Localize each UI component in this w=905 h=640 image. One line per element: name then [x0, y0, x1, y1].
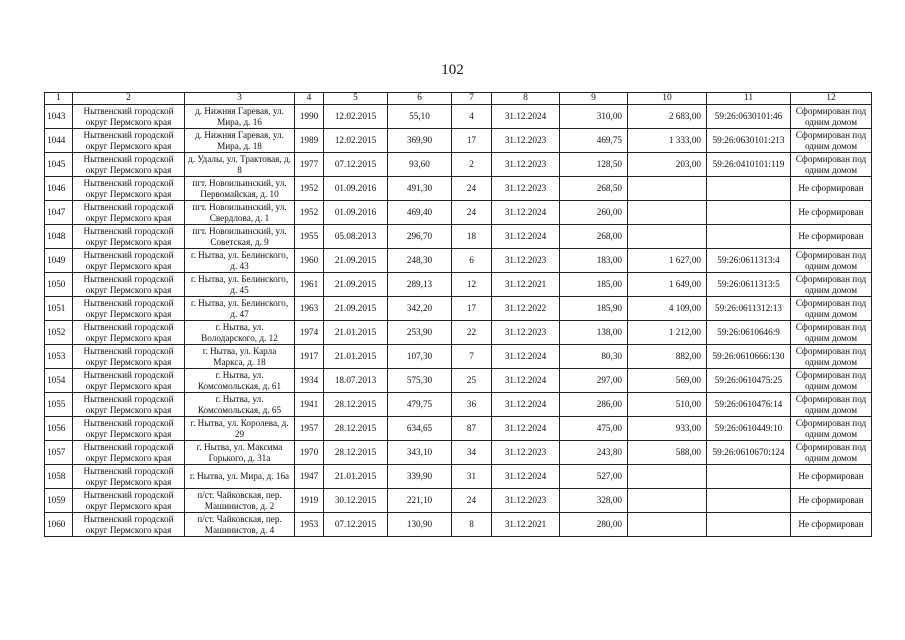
- cell-area: 491,30: [388, 177, 452, 201]
- cell-residents: 2: [452, 153, 492, 177]
- cell-date: 07.12.2015: [324, 513, 388, 537]
- cell-build-year: 1941: [295, 393, 324, 417]
- cell-land-status: Сформирован под одним домом: [791, 369, 872, 393]
- cell-row-number: 1047: [45, 201, 73, 225]
- cell-municipality: Нытвенский городской округ Пермского края: [73, 489, 185, 513]
- cell-row-number: 1059: [45, 489, 73, 513]
- cell-cadastral-number: 59:26:0611313:5: [707, 273, 791, 297]
- cell-deadline: 31.12.2024: [492, 345, 560, 369]
- cell-land-area: 510,00: [628, 393, 707, 417]
- cell-build-year: 1952: [295, 201, 324, 225]
- cell-area: 369,90: [388, 129, 452, 153]
- cell-land-area: [628, 225, 707, 249]
- column-header: 5: [324, 93, 388, 105]
- cell-build-year: 1957: [295, 417, 324, 441]
- cell-area: 342,20: [388, 297, 452, 321]
- cell-residents: 34: [452, 441, 492, 465]
- table-row: [45, 393, 872, 417]
- cell-build-year: 1917: [295, 345, 324, 369]
- cell-area: 289,13: [388, 273, 452, 297]
- table-row: [45, 249, 872, 273]
- cell-row-number: 1055: [45, 393, 73, 417]
- cell-residents: 8: [452, 513, 492, 537]
- cell-land-area: 2 683,00: [628, 105, 707, 129]
- cell-deadline: 31.12.2023: [492, 177, 560, 201]
- cell-deadline: 31.12.2023: [492, 441, 560, 465]
- cell-address: пгт. Новоильинский, ул. Первомайская, д. 10: [185, 177, 295, 201]
- cell-address: п/ст. Чайковская, пер. Машинистов, д. 4: [185, 513, 295, 537]
- cell-land-status: Не сформирован: [791, 225, 872, 249]
- cell-deadline: 31.12.2021: [492, 513, 560, 537]
- cell-area: 469,40: [388, 201, 452, 225]
- cell-land-status: Не сформирован: [791, 465, 872, 489]
- cell-cadastral-number: [707, 225, 791, 249]
- cell-area: 107,30: [388, 345, 452, 369]
- column-header: 3: [185, 93, 295, 105]
- cell-municipality: Нытвенский городской округ Пермского края: [73, 441, 185, 465]
- cell-deadline: 31.12.2024: [492, 369, 560, 393]
- cell-date: 18.07.2013: [324, 369, 388, 393]
- cell-build-year: 1990: [295, 105, 324, 129]
- cell-address: г. Нытва, ул. Белинского, д. 43: [185, 249, 295, 273]
- cell-municipality: Нытвенский городской округ Пермского края: [73, 345, 185, 369]
- table-row: [45, 105, 872, 129]
- cell-date: 12.02.2015: [324, 129, 388, 153]
- cell-planned-area: 128,50: [560, 153, 628, 177]
- cell-date: 21.01.2015: [324, 345, 388, 369]
- cell-land-status: Сформирован под одним домом: [791, 417, 872, 441]
- cell-land-area: 1 212,00: [628, 321, 707, 345]
- cell-deadline: 31.12.2023: [492, 153, 560, 177]
- table-row: [45, 513, 872, 537]
- cell-land-status: Сформирован под одним домом: [791, 345, 872, 369]
- cell-residents: 24: [452, 489, 492, 513]
- cell-area: 248,30: [388, 249, 452, 273]
- cell-land-status: Не сформирован: [791, 177, 872, 201]
- table-row: [45, 489, 872, 513]
- cell-area: 130,90: [388, 513, 452, 537]
- cell-planned-area: 268,00: [560, 225, 628, 249]
- cell-address: г. Нытва, ул. Мира, д. 16а: [185, 465, 295, 489]
- cell-land-area: [628, 489, 707, 513]
- cell-residents: 6: [452, 249, 492, 273]
- table-row: [45, 297, 872, 321]
- cell-municipality: Нытвенский городской округ Пермского края: [73, 129, 185, 153]
- cell-address: д. Нижняя Гаревая, ул. Мира, д. 18: [185, 129, 295, 153]
- cell-residents: 17: [452, 129, 492, 153]
- cell-deadline: 31.12.2023: [492, 129, 560, 153]
- cell-deadline: 31.12.2024: [492, 201, 560, 225]
- cell-land-area: 4 109,00: [628, 297, 707, 321]
- column-header: 6: [388, 93, 452, 105]
- cell-cadastral-number: 59:26:0610449:10: [707, 417, 791, 441]
- cell-planned-area: 80,30: [560, 345, 628, 369]
- cell-build-year: 1947: [295, 465, 324, 489]
- header-row: [45, 93, 872, 105]
- cell-row-number: 1045: [45, 153, 73, 177]
- cell-date: 21.09.2015: [324, 297, 388, 321]
- cell-address: г. Нытва, ул. Володарского, д. 12: [185, 321, 295, 345]
- cell-cadastral-number: 59:26:0610646:9: [707, 321, 791, 345]
- cell-build-year: 1963: [295, 297, 324, 321]
- cell-address: д. Нижняя Гаревая, ул. Мира, д. 16: [185, 105, 295, 129]
- cell-planned-area: 185,00: [560, 273, 628, 297]
- cell-row-number: 1054: [45, 369, 73, 393]
- cell-residents: 24: [452, 201, 492, 225]
- page-number: 102: [441, 62, 464, 78]
- table-row: [45, 129, 872, 153]
- cell-deadline: 31.12.2023: [492, 249, 560, 273]
- cell-row-number: 1044: [45, 129, 73, 153]
- cell-row-number: 1057: [45, 441, 73, 465]
- cell-municipality: Нытвенский городской округ Пермского края: [73, 153, 185, 177]
- cell-area: 479,75: [388, 393, 452, 417]
- cell-build-year: 1952: [295, 177, 324, 201]
- cell-build-year: 1974: [295, 321, 324, 345]
- cell-land-area: [628, 513, 707, 537]
- cell-area: 343,10: [388, 441, 452, 465]
- cell-residents: 12: [452, 273, 492, 297]
- cell-date: 30.12.2015: [324, 489, 388, 513]
- cell-residents: 25: [452, 369, 492, 393]
- cell-municipality: Нытвенский городской округ Пермского края: [73, 225, 185, 249]
- cell-date: 21.01.2015: [324, 321, 388, 345]
- cell-cadastral-number: [707, 513, 791, 537]
- cell-deadline: 31.12.2021: [492, 273, 560, 297]
- cell-row-number: 1048: [45, 225, 73, 249]
- cell-land-area: [628, 201, 707, 225]
- cell-date: 21.09.2015: [324, 273, 388, 297]
- cell-planned-area: 280,00: [560, 513, 628, 537]
- cell-row-number: 1049: [45, 249, 73, 273]
- cell-cadastral-number: [707, 465, 791, 489]
- table-row: [45, 321, 872, 345]
- cell-area: 575,30: [388, 369, 452, 393]
- cell-municipality: Нытвенский городской округ Пермского края: [73, 369, 185, 393]
- cell-residents: 31: [452, 465, 492, 489]
- cell-residents: 7: [452, 345, 492, 369]
- cell-date: 28.12.2015: [324, 417, 388, 441]
- cell-cadastral-number: 59:26:0630101:213: [707, 129, 791, 153]
- cell-deadline: 31.12.2023: [492, 321, 560, 345]
- column-header: 4: [295, 93, 324, 105]
- cell-build-year: 1970: [295, 441, 324, 465]
- cell-municipality: Нытвенский городской округ Пермского края: [73, 465, 185, 489]
- cell-land-status: Сформирован под одним домом: [791, 273, 872, 297]
- cell-land-status: Сформирован под одним домом: [791, 393, 872, 417]
- cell-build-year: 1955: [295, 225, 324, 249]
- cell-land-status: Не сформирован: [791, 513, 872, 537]
- cell-date: 01.09.2016: [324, 177, 388, 201]
- table-row: [45, 441, 872, 465]
- cell-municipality: Нытвенский городской округ Пермского края: [73, 249, 185, 273]
- cell-deadline: 31.12.2024: [492, 465, 560, 489]
- cell-date: 12.02.2015: [324, 105, 388, 129]
- cell-area: 253,90: [388, 321, 452, 345]
- cell-cadastral-number: [707, 177, 791, 201]
- cell-planned-area: 268,50: [560, 177, 628, 201]
- cell-land-area: [628, 177, 707, 201]
- column-header: 10: [628, 93, 707, 105]
- cell-cadastral-number: 59:26:0610475:25: [707, 369, 791, 393]
- cell-address: г. Нытва, ул. Королева, д. 29: [185, 417, 295, 441]
- cell-area: 634,65: [388, 417, 452, 441]
- cell-deadline: 31.12.2024: [492, 417, 560, 441]
- cell-planned-area: 260,00: [560, 201, 628, 225]
- table-row: [45, 345, 872, 369]
- cell-land-area: 1 649,00: [628, 273, 707, 297]
- table-row: [45, 273, 872, 297]
- cell-area: 339,90: [388, 465, 452, 489]
- cell-row-number: 1056: [45, 417, 73, 441]
- cell-planned-area: 527,00: [560, 465, 628, 489]
- cell-planned-area: 138,00: [560, 321, 628, 345]
- cell-land-area: 1 627,00: [628, 249, 707, 273]
- cell-area: 93,60: [388, 153, 452, 177]
- cell-land-area: 933,00: [628, 417, 707, 441]
- cell-date: 01.09.2016: [324, 201, 388, 225]
- table-row: [45, 177, 872, 201]
- column-header: 9: [560, 93, 628, 105]
- cell-land-area: 203,00: [628, 153, 707, 177]
- cell-planned-area: 475,00: [560, 417, 628, 441]
- cell-date: 28.12.2015: [324, 441, 388, 465]
- column-header: 11: [707, 93, 791, 105]
- cell-land-status: Сформирован под одним домом: [791, 249, 872, 273]
- cell-address: д. Удалы, ул. Трактовая, д. 8: [185, 153, 295, 177]
- cell-land-area: 569,00: [628, 369, 707, 393]
- cell-planned-area: 297,00: [560, 369, 628, 393]
- table-row: [45, 201, 872, 225]
- cell-address: п/ст. Чайковская, пер. Машинистов, д. 2: [185, 489, 295, 513]
- cell-build-year: 1960: [295, 249, 324, 273]
- cell-deadline: 31.12.2023: [492, 489, 560, 513]
- table-row: [45, 417, 872, 441]
- table-row: [45, 153, 872, 177]
- cell-row-number: 1043: [45, 105, 73, 129]
- cell-build-year: 1953: [295, 513, 324, 537]
- cell-address: г. Нытва, ул. Белинского, д. 47: [185, 297, 295, 321]
- cell-land-status: Сформирован под одним домом: [791, 297, 872, 321]
- cell-address: пгт. Новоильинский, ул. Свердлова, д. 1: [185, 201, 295, 225]
- cell-residents: 17: [452, 297, 492, 321]
- cell-deadline: 31.12.2024: [492, 105, 560, 129]
- cell-planned-area: 243,80: [560, 441, 628, 465]
- cell-land-status: Не сформирован: [791, 201, 872, 225]
- cell-row-number: 1050: [45, 273, 73, 297]
- column-header: 8: [492, 93, 560, 105]
- column-header: 7: [452, 93, 492, 105]
- cell-deadline: 31.12.2024: [492, 225, 560, 249]
- cell-address: г. Нытва, ул. Карла Маркса, д. 18: [185, 345, 295, 369]
- cell-row-number: 1051: [45, 297, 73, 321]
- cell-land-status: Сформирован под одним домом: [791, 441, 872, 465]
- column-header: 2: [73, 93, 185, 105]
- cell-build-year: 1919: [295, 489, 324, 513]
- cell-deadline: 31.12.2024: [492, 393, 560, 417]
- cell-municipality: Нытвенский городской округ Пермского края: [73, 321, 185, 345]
- cell-residents: 4: [452, 105, 492, 129]
- cell-municipality: Нытвенский городской округ Пермского края: [73, 513, 185, 537]
- cell-land-area: 882,00: [628, 345, 707, 369]
- cell-land-status: Сформирован под одним домом: [791, 129, 872, 153]
- cell-build-year: 1977: [295, 153, 324, 177]
- cell-cadastral-number: 59:26:0610666:130: [707, 345, 791, 369]
- cell-address: г. Нытва, ул. Максима Горького, д. 31а: [185, 441, 295, 465]
- cell-planned-area: 185,90: [560, 297, 628, 321]
- cell-row-number: 1046: [45, 177, 73, 201]
- cell-planned-area: 286,00: [560, 393, 628, 417]
- cell-residents: 22: [452, 321, 492, 345]
- cell-cadastral-number: 59:26:0611312:13: [707, 297, 791, 321]
- cell-build-year: 1934: [295, 369, 324, 393]
- cell-land-area: 588,00: [628, 441, 707, 465]
- cell-cadastral-number: 59:26:0610476:14: [707, 393, 791, 417]
- cell-municipality: Нытвенский городской округ Пермского края: [73, 297, 185, 321]
- cell-address: г. Нытва, ул. Комсомольская, д. 65: [185, 393, 295, 417]
- cell-row-number: 1060: [45, 513, 73, 537]
- table-row: [45, 225, 872, 249]
- cell-date: 07.12.2015: [324, 153, 388, 177]
- cell-planned-area: 469,75: [560, 129, 628, 153]
- cell-land-status: Сформирован под одним домом: [791, 105, 872, 129]
- cell-cadastral-number: 59:26:0611313:4: [707, 249, 791, 273]
- cell-area: 221,10: [388, 489, 452, 513]
- cell-municipality: Нытвенский городской округ Пермского края: [73, 201, 185, 225]
- cell-row-number: 1053: [45, 345, 73, 369]
- cell-cadastral-number: 59:26:0630101:46: [707, 105, 791, 129]
- cell-cadastral-number: [707, 489, 791, 513]
- cell-land-area: 1 333,00: [628, 129, 707, 153]
- cell-municipality: Нытвенский городской округ Пермского края: [73, 417, 185, 441]
- table-row: [45, 465, 872, 489]
- column-header: 12: [791, 93, 872, 105]
- cell-area: 55,10: [388, 105, 452, 129]
- cell-land-status: Сформирован под одним домом: [791, 153, 872, 177]
- cell-build-year: 1989: [295, 129, 324, 153]
- cell-address: пгт. Новоильинский, ул. Советская, д. 9: [185, 225, 295, 249]
- cell-cadastral-number: 59:26:0410101:119: [707, 153, 791, 177]
- cell-address: г. Нытва, ул. Комсомольская, д. 61: [185, 369, 295, 393]
- cell-municipality: Нытвенский городской округ Пермского края: [73, 105, 185, 129]
- cell-address: г. Нытва, ул. Белинского, д. 45: [185, 273, 295, 297]
- cell-residents: 87: [452, 417, 492, 441]
- cell-planned-area: 328,00: [560, 489, 628, 513]
- cell-municipality: Нытвенский городской округ Пермского края: [73, 273, 185, 297]
- cell-land-status: Не сформирован: [791, 489, 872, 513]
- housing-table: [44, 92, 872, 537]
- cell-date: 21.09.2015: [324, 249, 388, 273]
- cell-row-number: 1058: [45, 465, 73, 489]
- table-row: [45, 369, 872, 393]
- cell-date: 21.01.2015: [324, 465, 388, 489]
- cell-cadastral-number: 59:26:0610670:124: [707, 441, 791, 465]
- cell-municipality: Нытвенский городской округ Пермского края: [73, 177, 185, 201]
- cell-area: 296,70: [388, 225, 452, 249]
- cell-build-year: 1961: [295, 273, 324, 297]
- cell-planned-area: 310,00: [560, 105, 628, 129]
- cell-cadastral-number: [707, 201, 791, 225]
- cell-row-number: 1052: [45, 321, 73, 345]
- cell-deadline: 31.12.2022: [492, 297, 560, 321]
- cell-land-area: [628, 465, 707, 489]
- cell-date: 28.12.2015: [324, 393, 388, 417]
- cell-planned-area: 183,00: [560, 249, 628, 273]
- cell-municipality: Нытвенский городской округ Пермского края: [73, 393, 185, 417]
- cell-residents: 36: [452, 393, 492, 417]
- cell-date: 05.08.2013: [324, 225, 388, 249]
- cell-residents: 18: [452, 225, 492, 249]
- cell-land-status: Сформирован под одним домом: [791, 321, 872, 345]
- cell-residents: 24: [452, 177, 492, 201]
- column-header: 1: [45, 93, 73, 105]
